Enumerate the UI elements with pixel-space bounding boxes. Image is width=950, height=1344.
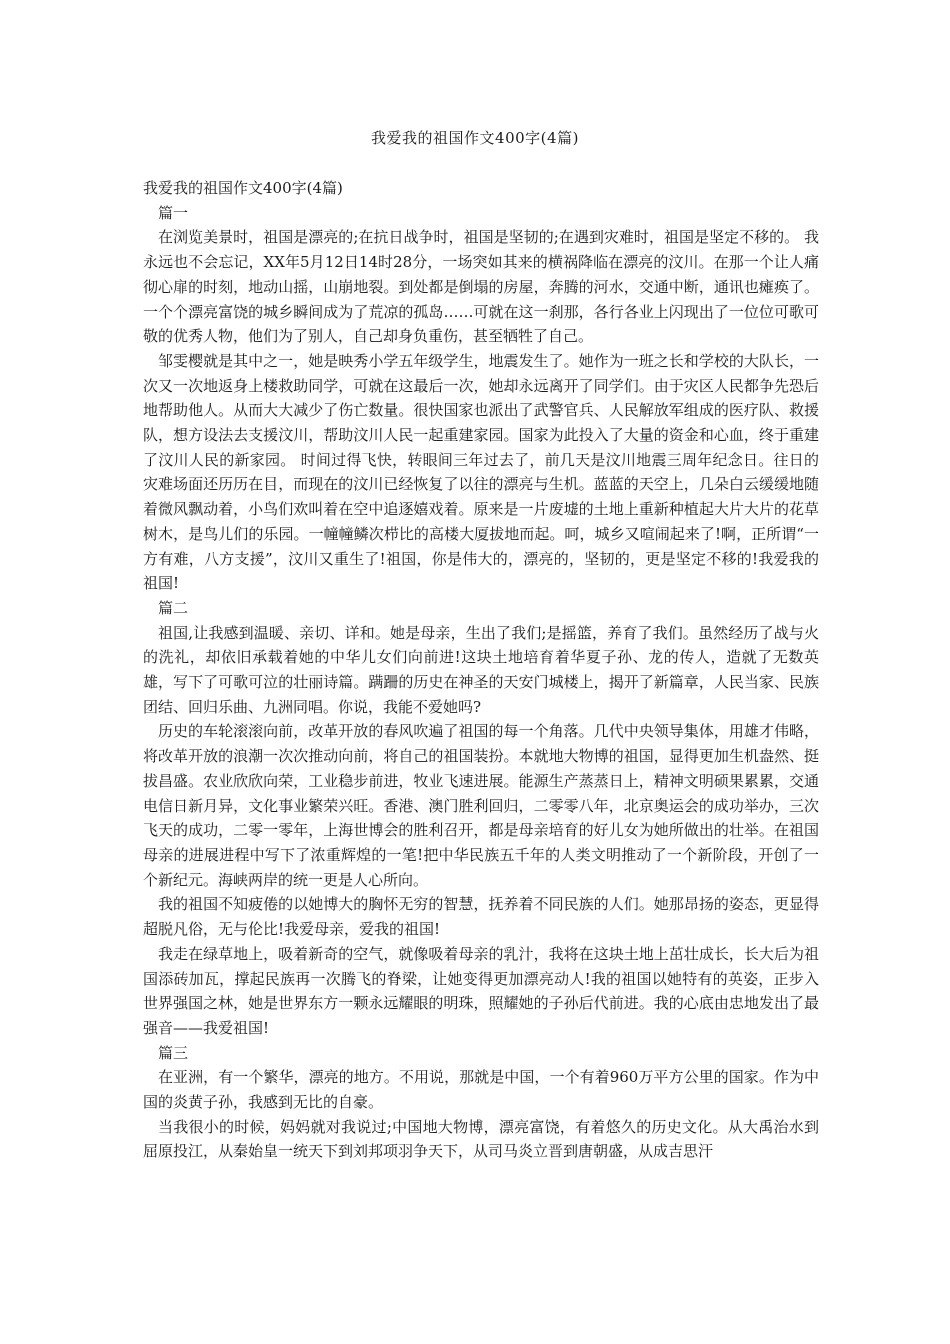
paragraph: 当我很小的时候，妈妈就对我说过;中国地大物博，漂亮富饶，有着悠久的历史文化。从大禹治水到屈原投江，从秦始皇一统天下到刘邦项羽争天下，从司马炎立晋到唐朝盛，从成吉思汗 — [143, 1117, 819, 1161]
document-body — [143, 176, 819, 1164]
paragraph: 在浏览美景时，祖国是漂亮的;在抗日战争时，祖国是坚韧的;在遇到灾难时，祖国是坚定不移的。 我永远也不会忘记，XX年5月12日14时28分，一场突如其来的横祸降临在漂亮的汶川。在那一个让人痛彻心扉的时刻，地动山摇，山崩地裂。到处都是倒塌的房屋，奔腾的河水，交通中断，通讯也瘫痪了。一个个漂亮富饶的城乡瞬间成为了荒凉的孤岛……可就在这一刹那，各行各业上闪现出了一位位可歌可敬的优秀人物，他们为了别人，自己却身负重伤，甚至牺牲了自己。 — [143, 228, 819, 346]
paragraph: 我的祖国不知疲倦的以她博大的胸怀无穷的智慧，抚养着不同民族的人们。她那昂扬的姿态，更显得超脱凡俗，无与伦比!我爱母亲，爱我的祖国! — [143, 895, 819, 939]
document-subtitle: 我爱我的祖国作文400字(4篇) — [143, 179, 343, 197]
section-heading-1: 篇一 — [158, 203, 189, 222]
section-heading-3: 篇三 — [158, 1043, 189, 1062]
document-title: 我爱我的祖国作文400字(4篇) — [371, 129, 579, 147]
paragraph: 我走在绿草地上，吸着新奇的空气，就像吸着母亲的乳汁，我将在这块土地上茁壮成长，长大后为祖国添砖加瓦，撑起民族再一次腾飞的脊梁，让她变得更加漂亮动人!我的祖国以她特有的英姿，正步入世界强国之林，她是世界东方一颗永远耀眼的明珠，照耀她的子孙后代前进。我的心底由忠地发出了最强音——我爱祖国! — [143, 944, 819, 1037]
paragraph: 邹雯樱就是其中之一，她是映秀小学五年级学生，地震发生了。她作为一班之长和学校的大队长，一次又一次地返身上楼救助同学，可就在这最后一次，她却永远离开了同学们。由于灾区人民都争先恐后地帮助他人。从而大大减少了伤亡数量。很快国家也派出了武警官兵、人民解放军组成的医疗队、救援队，想方设法去支援汶川，帮助汶川人民一起重建家园。国家为此投入了大量的资金和心血，终于重建了汶川人民的新家园。 时间过得飞快，转眼间三年过去了，前几天是汶川地震三周年纪念日。往日的灾难场面还历历在目，而现在的汶川已经恢复了以往的漂亮与生机。蓝蓝的天空上，几朵白云缓缓地随着微风飘动着，小鸟们欢叫着在空中追逐嬉戏着。原来是一片废墟的土地上重新种植起大片大片的花草树木，是鸟儿们的乐园。一幢幢鳞次栉比的高楼大厦拔地而起。呵，城乡又喧闹起来了!啊，正所谓“一方有难，八方支援”，汶川又重生了!祖国，你是伟大的，漂亮的，坚韧的，更是坚定不移的!我爱我的祖国! — [143, 351, 819, 593]
section-heading-2: 篇二 — [158, 598, 189, 617]
paragraph: 祖国,让我感到温暖、亲切、详和。她是母亲，生出了我们;是摇篮，养育了我们。虽然经历了战与火的洗礼，却依旧承载着她的中华儿女们向前进!这块土地培育着华夏子孙、龙的传人，造就了无数英雄，写下了可歌可泣的壮丽诗篇。蹒跚的历史在神圣的天安门城楼上，揭开了新篇章，人民当家、民族团结、回归乐曲、九洲同唱。你说，我能不爱她吗? — [143, 623, 819, 716]
paragraph: 在亚洲，有一个繁华，漂亮的地方。不用说，那就是中国，一个有着960万平方公里的国家。作为中国的炎黄子孙，我感到无比的自豪。 — [143, 1068, 819, 1112]
paragraph: 历史的车轮滚滚向前，改革开放的春风吹遍了祖国的每一个角落。几代中央领导集体，用雄才伟略，将改革开放的浪潮一次次推动向前，将自己的祖国装扮。本就地大物博的祖国，显得更加生机盎然、挺拔昌盛。农业欣欣向荣，工业稳步前进，牧业飞速进展。能源生产蒸蒸日上，精神文明硕果累累，交通电信日新月异，文化事业繁荣兴旺。香港、澳门胜利回归，二零零八年，北京奥运会的成功举办，三次飞天的成功，二零一零年，上海世博会的胜利召开，都是母亲培育的好儿女为她所做出的壮举。在祖国母亲的进展进程中写下了浓重辉煌的一笔!把中华民族五千年的人类文明推动了一个新阶段，开创了一个新纪元。海峡两岸的统一更是人心所向。 — [143, 722, 819, 889]
